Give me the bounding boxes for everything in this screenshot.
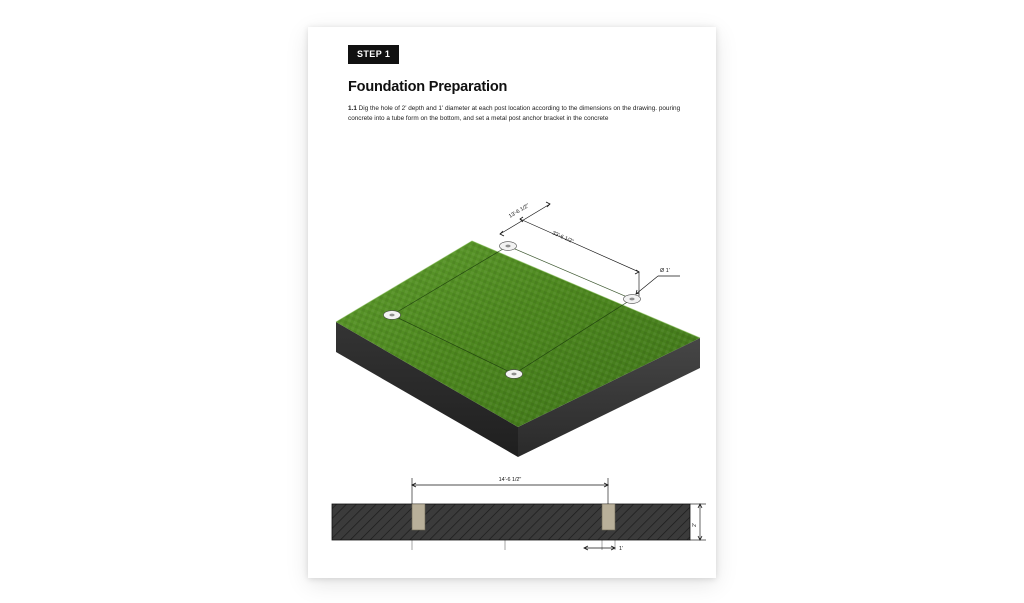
dimension-long-label: 33'-6 1/2"	[551, 230, 575, 246]
section-drawing	[314, 447, 710, 567]
step-badge: STEP 1	[348, 45, 399, 64]
isometric-drawing	[314, 172, 710, 472]
section-width-label: 14'-6 1/2"	[498, 477, 522, 483]
post-anchor	[624, 295, 641, 304]
instruction-paragraph	[348, 104, 692, 124]
section-depth-label: 2'	[692, 523, 698, 527]
document-page	[308, 27, 716, 578]
post-anchor	[506, 370, 523, 379]
instruction-text: Dig the hole of 2' depth and 1' diameter at each post location according to the dimensions on the drawing. pouring concrete into a tube form on the bottom, and set a metal post anchor bracket in the concrete	[348, 105, 681, 122]
page-title: Foundation Preparation	[348, 79, 508, 95]
instruction-number: 1.1	[348, 105, 357, 112]
section-footing	[602, 504, 615, 530]
post-anchor	[384, 311, 401, 320]
section-ground	[332, 504, 690, 540]
dimension-short-label: 13'-6 1/2"	[507, 202, 531, 220]
section-hole-dimension	[584, 546, 615, 550]
ground-slab	[336, 241, 700, 457]
post-anchor	[500, 242, 517, 251]
section-depth-dimension	[690, 504, 706, 540]
dimension-diameter-label: Ø 1'	[660, 268, 670, 274]
dimension-diameter-leader	[636, 276, 680, 294]
section-footing	[412, 504, 425, 530]
section-hole-label: 1'	[619, 546, 624, 552]
